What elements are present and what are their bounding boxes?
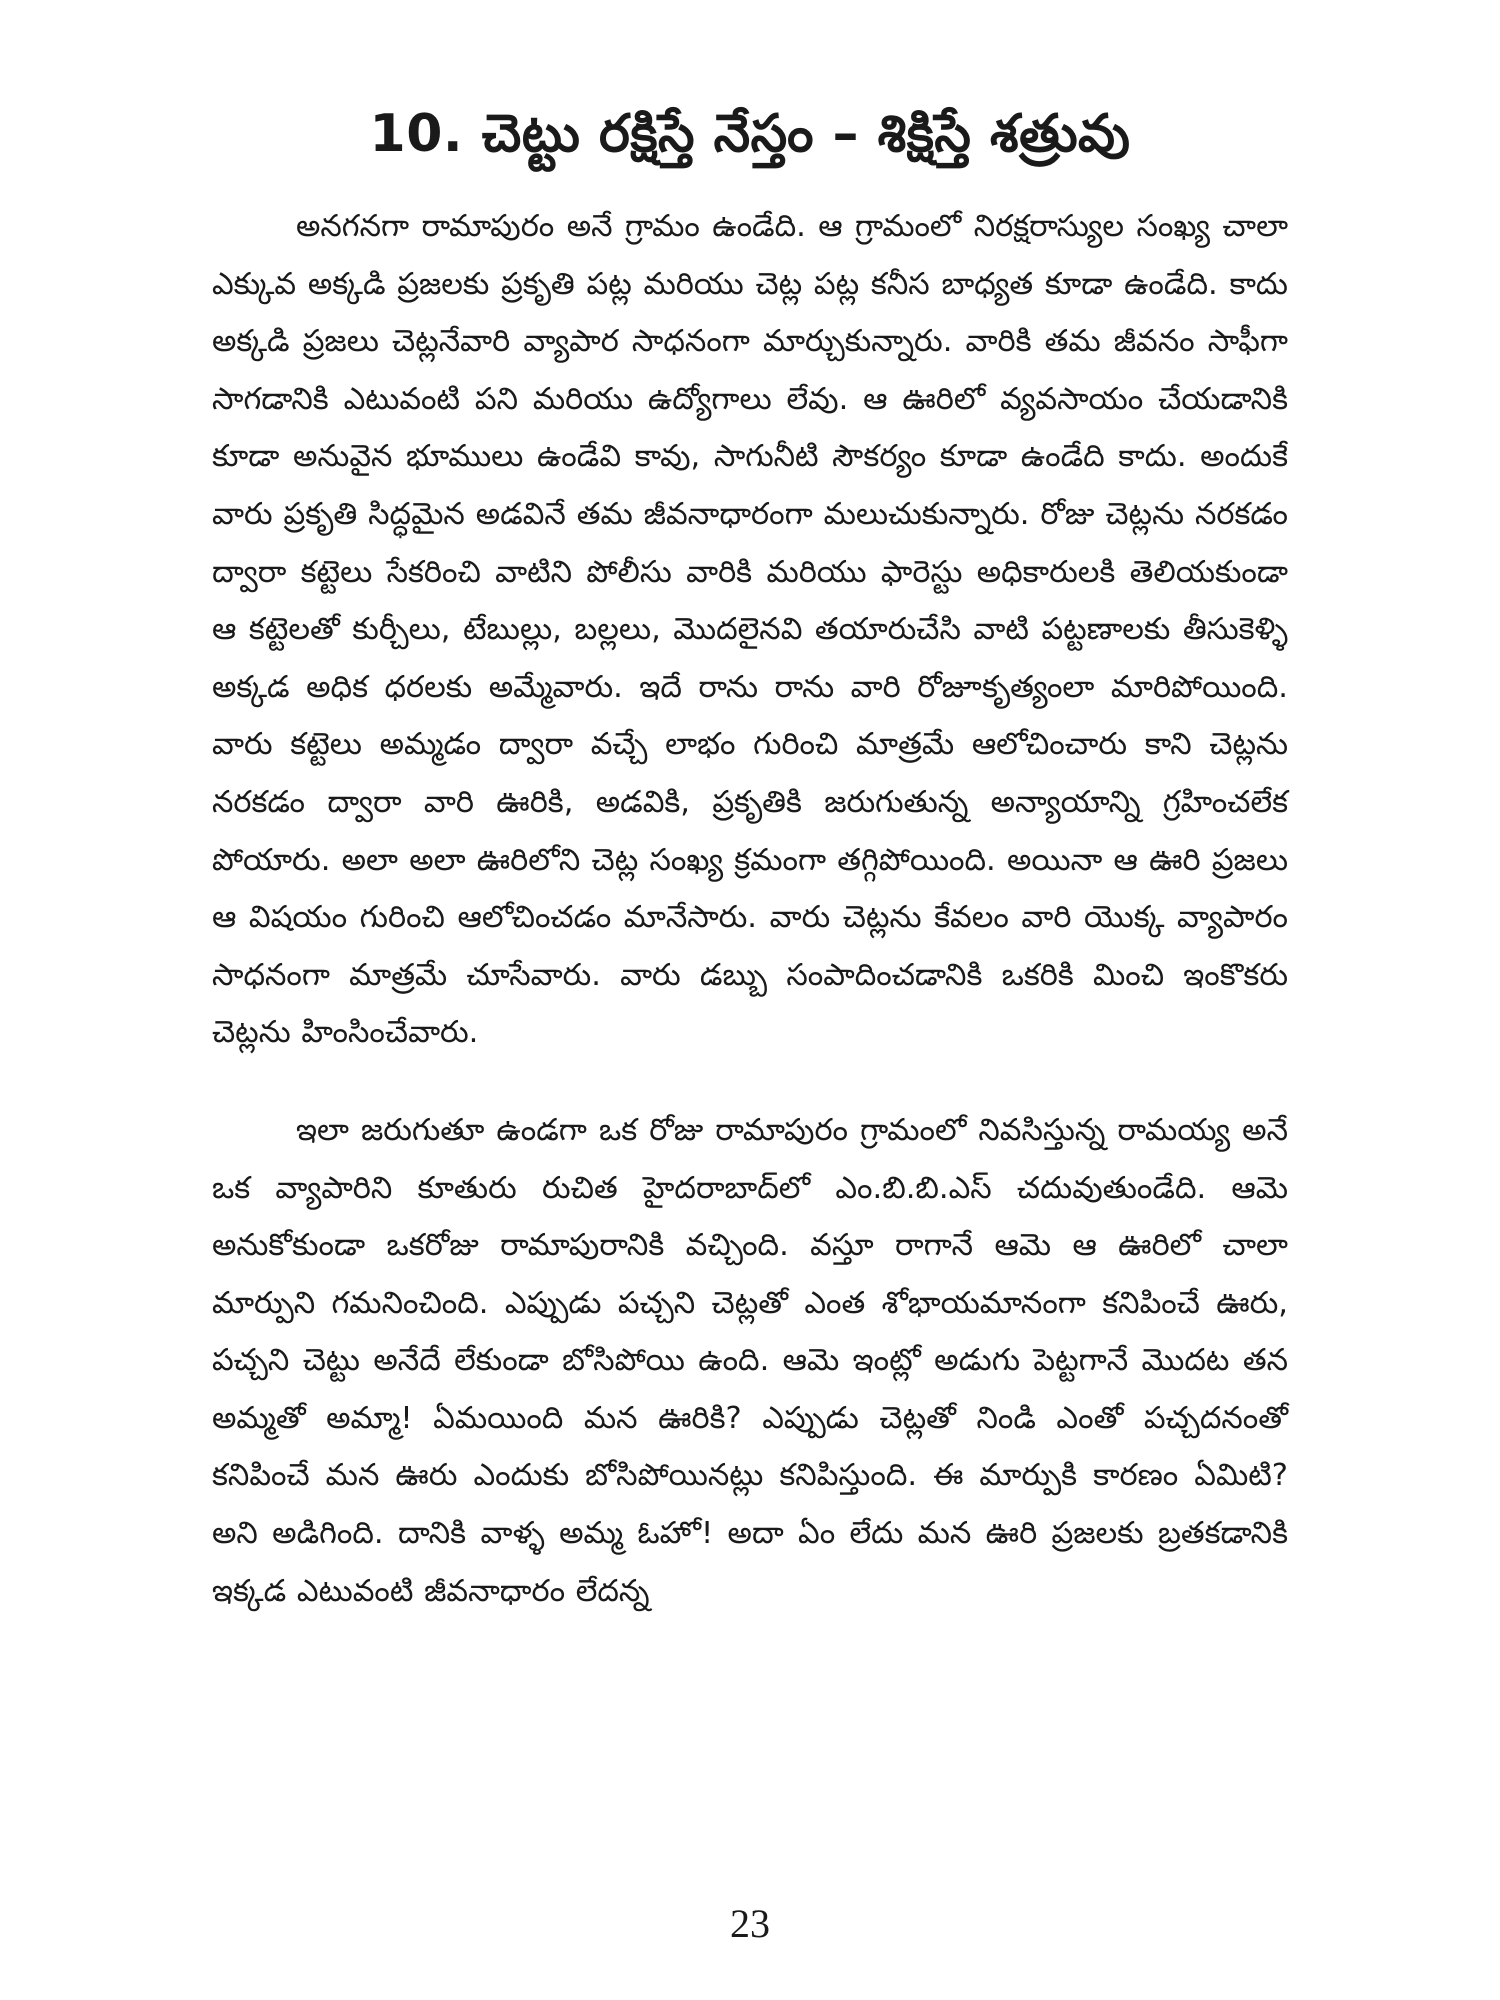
chapter-title: 10. చెట్టు రక్షిస్తే నేస్తం – శిక్షిస్తే శత్రువు bbox=[369, 103, 1131, 164]
paragraph: అనగనగా రామాపురం అనే గ్రామం ఉండేది. ఆ గ్రామంలో నిరక్షరాస్యుల సంఖ్య చాలా ఎక్కువ అక్కడి ప్రజలకు ప్రకృతి పట్ల మరియు చెట్ల పట్ల కనీస బాధ్యత కూడా ఉండేది. కాదు అక్కడి ప్రజలు చెట్లనేవారి వ్యాపార సాధనంగా మార్చుకున్నారు. వారికి తమ జీవనం సాఫీగా సాగడానికి ఎటువంటి పని మరియు ఉద్యోగాలు లేవు. ఆ ఊరిలో వ్యవసాయం చేయడానికి కూడా అనువైన భూములు ఉండేవి కావు, సాగునీటి సౌకర్యం కూడా ఉండేది కాదు. అందుకే వారు ప్రకృతి సిద్ధమైన అడవినే తమ జీవనాధారంగా మలుచుకున్నారు. రోజు చెట్లను నరకడం ద్వారా కట్టెలు సేకరించి వాటిని పోలీసు వారికి మరియు ఫారెస్టు అధికారులకి తెలియకుండా ఆ కట్టెలతో కుర్చీలు, టేబుల్లు, బల్లలు, మొదలైనవి తయారుచేసి వాటి పట్టణాలకు తీసుకెళ్ళి అక్కడ అధిక ధరలకు అమ్మేవారు. ఇదే రాను రాను వారి రోజూకృత్యంలా మారిపోయింది. వారు కట్టెలు అమ్మడం ద్వారా వచ్చే లాభం గురించి మాత్రమే ఆలోచించారు కాని చెట్లను నరకడం ద్వారా వారి ఊరికి, అడవికి, ప్రకృతికి జరుగుతున్న అన్యాయాన్ని గ్రహించలేక పోయారు. అలా అలా ఊరిలోని చెట్ల సంఖ్య క్రమంగా తగ్గిపోయింది. అయినా ఆ ఊరి ప్రజలు ఆ విషయం గురించి ఆలోచించడం మానేసారు. వారు చెట్లను కేవలం వారి యొక్క వ్యాపారం సాధనంగా మాత్రమే చూసేవారు. వారు డబ్బు సంపాదించడానికి ఒకరికి మించి ఇంకొకరు చెట్లను హింసించేవారు. bbox=[212, 209, 1288, 1051]
page-number: 23 bbox=[730, 1901, 770, 1946]
paragraph: ఇలా జరుగుతూ ఉండగా ఒక రోజు రామాపురం గ్రామంలో నివసిస్తున్న రామయ్య అనే ఒక వ్యాపారిని కూతురు రుచిత హైదరాబాద్‌లో ఎం.బి.బి.ఎస్ చదువుతుండేది. ఆమె అనుకోకుండా ఒకరోజు రామాపురానికి వచ్చింది. వస్తూ రాగానే ఆమె ఆ ఊరిలో చాలా మార్పుని గమనించింది. ఎప్పుడు పచ్చని చెట్లతో ఎంత శోభాయమానంగా కనిపించే ఊరు, పచ్చని చెట్టు అనేదే లేకుండా బోసిపోయి ఉంది. ఆమె ఇంట్లో అడుగు పెట్టగానే మొదట తన అమ్మతో అమ్మా! ఏమయింది మన ఊరికి? ఎప్పుడు చెట్లతో నిండి ఎంతో పచ్చదనంతో కనిపించే మన ఊరు ఎందుకు బోసిపోయినట్లు కనిపిస్తుంది. ఈ మార్పుకి కారణం ఏమిటి? అని అడిగింది. దానికి వాళ్ళ అమ్మ ఓహో! అదా ఏం లేదు మన ఊరి ప్రజలకు బ్రతకడానికి ఇక్కడ ఎటువంటి జీవనాధారం లేదన్న bbox=[212, 1112, 1288, 1609]
body-text bbox=[212, 198, 1288, 1620]
